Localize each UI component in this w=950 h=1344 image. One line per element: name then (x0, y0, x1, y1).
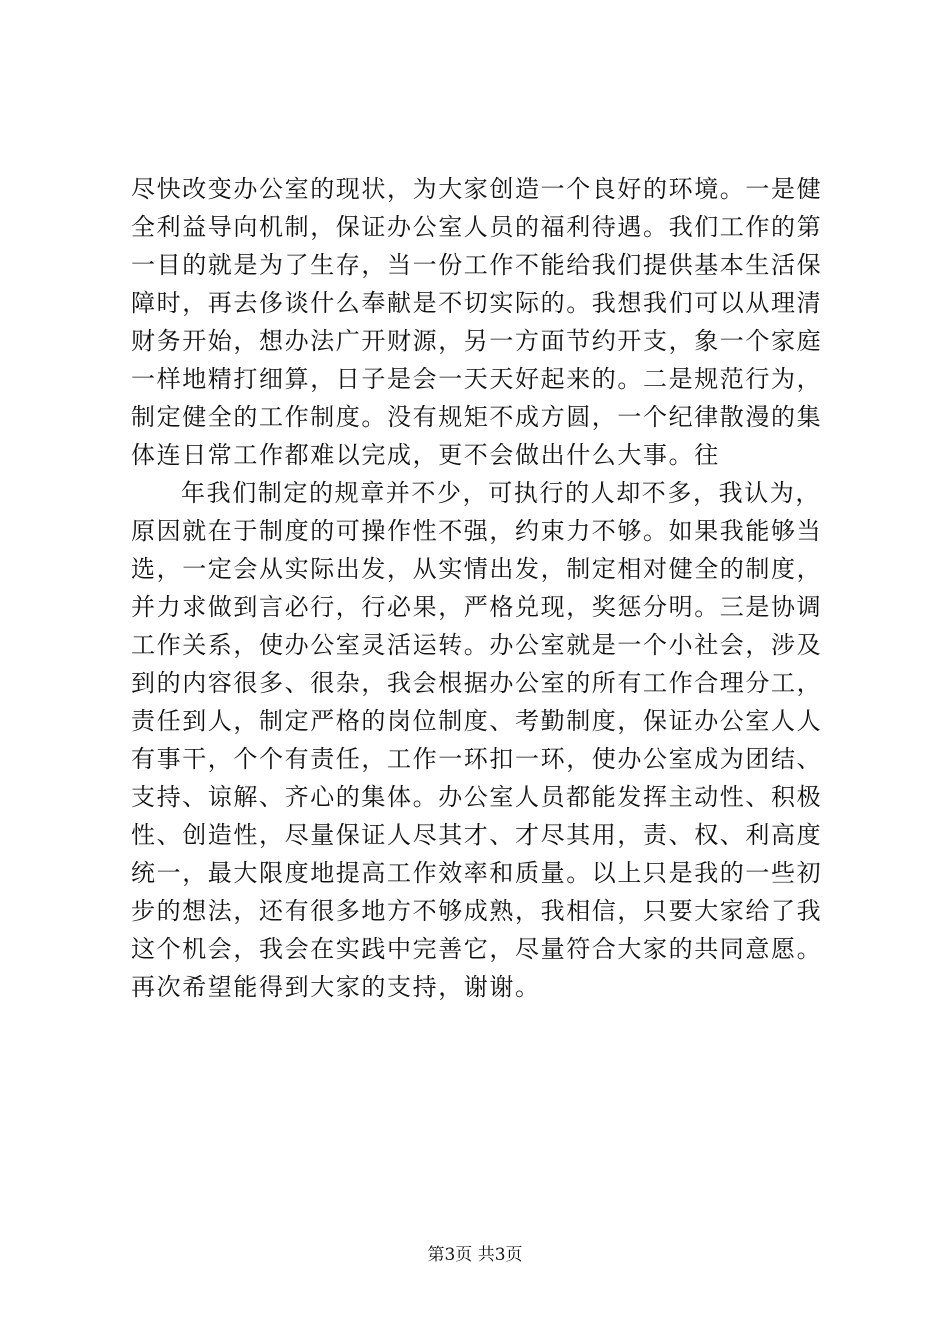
text-line: 步的想法，还有很多地方不够成熟，我相信，只要大家给了我 (131, 897, 823, 925)
text-line: 障时，再去侈谈什么奉献是不切实际的。我想我们可以从理清 (131, 289, 823, 317)
text-line: 统一，最大限度地提高工作效率和质量。以上只是我的一些初 (131, 859, 823, 887)
text-line: 工作关系，使办公室灵活运转。办公室就是一个小社会，涉及 (131, 631, 823, 659)
text-line: 尽快改变办公室的现状，为大家创造一个良好的环境。一是健 (131, 175, 823, 203)
text-line: 全利益导向机制，保证办公室人员的福利待遇。我们工作的第 (131, 213, 823, 241)
text-line: 原因就在于制度的可操作性不强，约束力不够。如果我能够当 (131, 517, 823, 545)
text-line: 一样地精打细算，日子是会一天天好起来的。二是规范行为， (131, 365, 823, 393)
text-line-indented: 年我们制定的规章并不少，可执行的人却不多，我认为， (181, 479, 821, 507)
text-line: 制定健全的工作制度。没有规矩不成方圆，一个纪律散漫的集 (131, 403, 823, 431)
text-line: 再次希望能得到大家的支持，谢谢。 (131, 973, 541, 1001)
text-line: 到的内容很多、很杂，我会根据办公室的所有工作合理分工， (131, 669, 823, 697)
text-line: 财务开始，想办法广开财源，另一方面节约开支，象一个家庭 (131, 327, 823, 355)
text-line: 性、创造性，尽量保证人尽其才、才尽其用，责、权、利高度 (131, 821, 823, 849)
body-text (131, 170, 821, 1006)
text-line: 有事干，个个有责任，工作一环扣一环，使办公室成为团结、 (131, 745, 823, 773)
text-line: 支持、谅解、齐心的集体。办公室人员都能发挥主动性、积极 (131, 783, 823, 811)
text-line: 选，一定会从实际出发，从实情出发，制定相对健全的制度， (131, 555, 823, 583)
text-line: 一目的就是为了生存，当一份工作不能给我们提供基本生活保 (131, 251, 823, 279)
text-line: 责任到人，制定严格的岗位制度、考勤制度，保证办公室人人 (131, 707, 823, 735)
text-line: 并力求做到言必行，行必果，严格兑现，奖惩分明。三是协调 (131, 593, 823, 621)
page-number-footer: 第3页 共3页 (427, 1245, 523, 1265)
text-line: 这个机会，我会在实践中完善它，尽量符合大家的共同意愿。 (131, 935, 823, 963)
text-line: 体连日常工作都难以完成，更不会做出什么大事。往 (131, 441, 720, 469)
